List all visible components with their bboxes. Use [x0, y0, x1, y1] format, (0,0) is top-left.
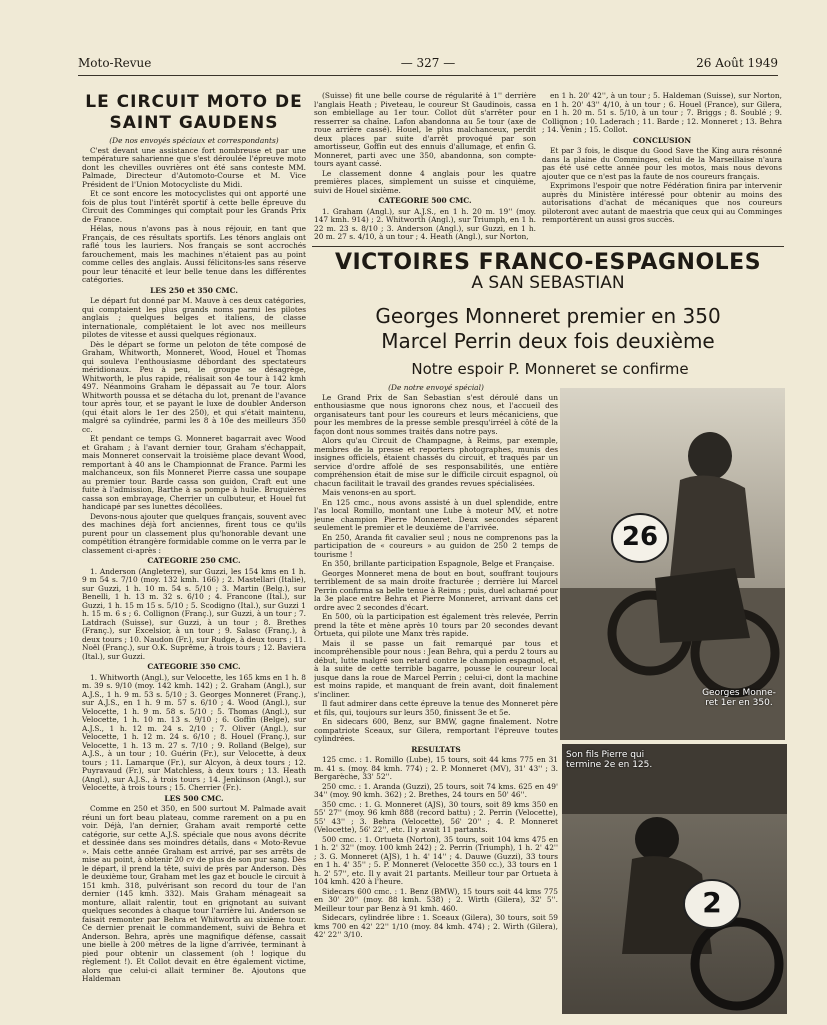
title-line-1: LE CIRCUIT MOTO DE: [85, 92, 303, 112]
results-sidecar-libre: Sidecars, cylindrée libre : 1. Sceaux (Gilera), 30 tours, soit 59 kms 700 en 42' 22'' 1/10 (moy. 84 kmh. 474) ; 2. Wirth (Gilera), 42' 22'' 3/10.: [314, 913, 558, 939]
paragraph: Le départ fut donné par M. Mauve à ces deux catégories, qui comptaient les plus grands noms parmi les pilotes anglais ; quelques belges et italiens, de classe internationale, complétaient le lot avec nos meilleurs pilotes de vitesse et aussi quelques régionaux.: [82, 296, 306, 339]
photo-georges-monneret: [560, 388, 785, 740]
article-title-san-sebastian: [312, 250, 784, 293]
rider-photo-illustration: [562, 744, 787, 1014]
results-250: 1. Anderson (Angleterre), sur Guzzi, les 154 kms en 1 h. 9 m 54 s. 7/10 (moy. 132 kmh. 166) ; 2. Mastellari (Italie), sur Guzzi, 1 h. 10 m. 54 s. 5/10 ; 3. Martin (Belg.), sur Benelli, 1 h. 13 m. 32 s. 6/10 ; 4. Francone (Ital.), sur Guzzi, 1 h. 15 m 15 s. 5/10 ; 5. Scodigno (Ital.), sur Guzzi 1 h. 15 m. 6 s ; 6. Collignon (Franç.), sur Guzzi, à un tour ; 7. Latdrach (Suisse), sur Guzzi, à un tour ; 8. Brethes (Franç.), sur Excelsior, à un tour ; 9. Salasc (Franç.), à deux tours ; 10. Naudon (Fr.), sur Rudge, à deux tours ; 11. Noël (Franç.), sur O.K. Suprême, à trois tours ; 12. Baviera (Ital.), sur Guzzi.: [82, 566, 306, 661]
paragraph: Le classement donne 4 anglais pour les quatre premières places, simplement un suisse et cinquième, suivi de Houel sixième.: [314, 168, 536, 195]
title-sub: A SAN SEBASTIAN: [471, 273, 625, 293]
paragraph: En 125 cmc., nous avons assisté à un duel splendide, entre l'as local Romillo, montant une Lube à moteur MV, et notre jeune champion Pierre Monneret. Deux secondes séparent seulement le premier et le deuxième de l'arrivée.: [314, 497, 558, 532]
paragraph: Et pendant ce temps G. Monneret bagarrait avec Wood et Graham ; à l'avant dernier tour, Graham s'échappait, mais Monneret conservait la troisième place devant Wood, remportant à 40 ans le Championnat de France. Parmi les malchanceux, son fils Monneret Pierre cassa une soupape au premier tour. Barde cassa son guidon, Craft eut une fuite à l'admission, Barthe à sa pompe à huile. Bruguières cassa son embrayage, Cherrier un culbuteur, et Houel fut handicapé par ses lunettes décollées.: [82, 434, 306, 511]
paragraph: En 350, brillante participation Espagnole, Belge et Française.: [322, 559, 555, 568]
page-number: — 327 —: [400, 56, 456, 70]
paragraph: Il faut admirer dans cette épreuve la tenue des Monneret père et fils, qui, toujours sur leurs 350, finissent 3e et 5e.: [314, 699, 558, 717]
section-heading: CATEGORIE 250 CMC.: [147, 556, 241, 565]
page-header: [78, 56, 778, 72]
section-heading: LES 250 et 350 CMC.: [150, 285, 238, 295]
results-sidecar-600: Sidecars 600 cmc. : 1. Benz (BMW), 15 tours soit 44 kms 775 en 30' 20'' (moy. 88 kmh. 538) ; 2. Wirth (Gilera), 32' 5''. Meilleur tour par Benz à 91 kmh. 460.: [314, 886, 558, 913]
results-250: 250 cmc. : 1. Aranda (Guzzi), 25 tours, soit 74 kms. 625 en 49' 34'' (moy. 90 kmh. 362) ; 2. Brethes, 24 tours en 50' 46''.: [314, 781, 558, 799]
headline-block: [312, 304, 784, 354]
caption-line: termine 2e en 125.: [566, 760, 653, 770]
results-350: 1. Whitworth (Angl.), sur Velocette, les 165 kms en 1 h. 8 m. 39 s. 9/10 (moy. 142 kmh. 142) ; 2. Graham (Angl.), sur A.J.S., 1 h. 9 m. 53 s. 5/10 ; 3. Georges Monneret (Franç.), sur A.J.S., en 1 h. 9 m. 57 s. 6/10 ; 4. Wood (Angl.), sur Velocette, 1 h. 9 m. 58 s. 5/10 ; 5. Thomas (Angl.), sur Velocette, 1 h. 10 m. 13 s. 9/10 ; 6. Goffin (Belge), sur A.J.S., 1 h. 12 m. 24 s. 2/10 ; 7. Oliver (Angl.), sur Velocette, 1 h. 12 m. 24 s. 6/10 ; 8. Houel (Franç.), sur Velocette, 1 h. 13 m. 27 s. 7/10 ; 9. Rolland (Belge), sur A.J.S., à un tour ; 10. Guérin (Fr.), sur Velocette, à deux tours ; 11. Lamarque (Fr.), sur Alcyon, à deux tours ; 12. Puyravaud (Fr.), sur Matchless, à deux tours ; 13. Heath (Angl.), sur A.J.S., à trois tours ; 14. Jenkinson (Angl.), sur Velocette, à trois tours ; 15. Cherrier (Fr.).: [82, 672, 306, 792]
paragraph: Et ce sont encore les motocyclistes qui ont apporté une fois de plus tout l'intérêt sportif à cette belle épreuve du Circuit des Comminges qui comptait pour les Grands Prix de France.: [82, 189, 306, 224]
title-main: VICTOIRES FRANCO-ESPAGNOLES: [334, 250, 762, 275]
paragraph: Le Grand Prix de San Sebastian s'est déroulé dans un enthousiasme que nous ignorons chez nous, et l'accueil des organisateurs tant pour les coureurs et leurs mécaniciens, que pour les membres de la presse semble presqu'irréel à côté de la façon dont nous sommes traités dans notre pays.: [314, 392, 558, 436]
section-heading: RESULTATS: [411, 744, 461, 754]
photo-caption-2: [566, 750, 676, 770]
section-heading: CONCLUSION: [632, 135, 692, 145]
paragraph: Comme en 250 et 350, en 500 surtout M. Palmade avait réuni un fort beau plateau, comme rarement on a pu en voir. Déjà, l'an dernier, Graham avait remporté cette catégorie, sur cette A.J.S. spéciale que nous avons décrite et dessinée dans ses moindres détails, dans « Moto-Revue ». Mais cette année Graham est arrivé, par ses arrêts de mise au point, à obtenir 20 cv de plus de son pur sang. Dès le départ, il prend la tête, suivi de près par Anderson. Dès le deuxième tour, Graham met les gaz et boucle le circuit à 151 kmh. 318, pulvérisant son record du tour de l'an dernier (145 kmh. 332). Mais Graham ménageait sa monture, allait ralentir, tout en grignotant au suivant quelques secondes à chaque tour l'arrière lui. Anderson se faisait remonter par Behra et Whitworth au sixième tour. Ce dernier prenait le commandement, suivi de Behra et Anderson. Behra, après une magnifique défense, cassait une bielle à 200 mètres de la ligne d'arrivée, terminant à pied pour obtenir un classement (oh ! logique du règlement !). Et Collot devait en être également victime, alors que celui-ci allait terminer 8e. Ajoutons que Haldeman: [82, 804, 306, 983]
section-heading: CATEGORIE 350 CMC.: [147, 662, 241, 671]
byline: (De nos envoyés spéciaux et correspondants): [109, 137, 279, 145]
paragraph: Georges Monneret mena de bout en bout, souffrant toujours terriblement de sa main droite fracturée ; derrière lui Marcel Perrin confirma sa belle tenue à Reims ; puis, duel acharné pour la 3e place entre Behra et Pierre Monneret, arrivant dans cet ordre avec 2 secondes d'écart.: [314, 568, 558, 612]
race-number: 2: [702, 886, 722, 919]
caption-line: ret 1er en 350.: [705, 698, 773, 708]
column-2-bottom: [314, 384, 558, 1009]
headline-3: Notre espoir P. Monneret se confirme: [411, 360, 689, 378]
paragraph: En 500, où la participation est également très relevée, Perrin prend la tête et mène après 10 tours par 20 secondes devant Ortueta, qui pilote une Manx très rapide.: [314, 612, 558, 638]
paragraph: En 250, Aranda fit cavalier seul ; nous ne comprenons pas la participation de « coureurs » au guidon de 250 2 temps de tourisme !: [314, 532, 558, 559]
paragraph: Mais il se passe un fait remarqué par tous et incompréhensible pour nous : Jean Behra, qui a perdu 2 tours au début, lutte malgré son retard contre le champion espagnol, et, à la suite de cette terrible bagarre, pousse le coureur local jusque dans la roue de Marcel Perrin ; celui-ci, dont la machine est moins rapide, et manquant de frein avant, doit finalement s'incliner.: [314, 638, 558, 699]
paragraph: Et par 3 fois, le disque du Good Save the King aura résonné dans la plaine du Comminges, celui de la Marseillaise n'aura pas été usé cette année pour les motos, mais nous devons ajouter que ce n'est pas la faute de nos coureurs français.: [542, 146, 782, 181]
paragraph: C'est devant une assistance fort nombreuse et par une température saharienne que s'est déroulée l'épreuve moto dont les chevilles ouvrières ont été sans conteste MM. Palmade, Directeur d'Automoto-Course et M. Vice Président de l'Union Motocycliste du Midi.: [82, 145, 306, 189]
results-350: 350 cmc. : 1. G. Monneret (AJS), 30 tours, soit 89 kms 350 en 55' 27'' (moy. 96 kmh 888 (record battu) ; 2. Perrin (Velocette), 55' 43'' ; 3. Behra (Velocette), 56' 20'' ; 4. P. Monneret (Velocette), 56' 22'', etc. Il y avait 11 partants.: [314, 799, 558, 834]
paragraph: (Suisse) fit une belle course de régularité à 1'' derrière l'anglais Heath ; Piveteau, le coureur St Gaudinois, cassa son embiellage au 1er tour. Collot dût s'arrêter pour resserrer sa chaîne. Lafon abandonna au 5e tour (axe de roue arrière cassé). Houel, le plus malchanceux, perdit deux places par suite d'arrêt provoqué par son amortisseur, Goffin eut des ennuis d'allumage, et enfin G. Monneret, parti avec une 350, abandonna, son compte-tours ayant cassé.: [314, 92, 536, 168]
magazine-name: Moto-Revue: [78, 56, 152, 70]
paragraph: Mais venons-en au sport.: [322, 488, 417, 497]
section-rule: [312, 246, 784, 247]
issue-date: 26 Août 1949: [696, 56, 778, 70]
section-heading: CATEGORIE 500 CMC.: [378, 196, 472, 205]
race-number: 26: [621, 522, 659, 552]
paragraph: En sidecars 600, Benz, sur BMW, gagne finalement. Notre compatriote Sceaux, sur Gilera, remportant l'épreuve toutes cylindrées.: [314, 717, 558, 743]
caption-line: Son fils Pierre qui: [566, 750, 645, 760]
byline: (De notre envoyé spécial): [388, 384, 484, 392]
paragraph: Exprimons l'espoir que notre Fédération finira par intervenir auprès du Ministère intéressé pour obtenir au moins des autorisations d'achat de mécaniques que nos coureurs piloteront avec autant de maestria que ceux qui au Comminges remportèrent un aussi gros succès.: [542, 181, 782, 224]
paragraph: Devons-nous ajouter que quelques français, souvent avec des machines déjà fort anciennes, firent tous ce qu'ils purent pour un classement plus qu'honorable devant une compétition étrangère formidable comme on le verra par le classement ci-après :: [82, 511, 306, 555]
column-2-top: [314, 92, 536, 242]
caption-line: Georges Monne-: [702, 688, 776, 698]
results-500-continued: en 1 h. 20' 42'', à un tour ; 5. Haldeman (Suisse), sur Norton, en 1 h. 20' 43'' 4/10, à un tour ; 6. Houel (France), sur Gilera, en 1 h. 20 m. 51 s. 5/10, à un tour ; 7. Briggs ; 8. Soublé ; 9. Collignon ; 10. Laderach ; 11. Barde ; 12. Monneret ; 13. Behra ; 14. Venin ; 15. Collot.: [542, 92, 782, 134]
headline-1: Georges Monneret premier en 350: [375, 304, 721, 328]
column-1: [82, 137, 306, 1007]
section-heading: LES 500 CMC.: [164, 793, 224, 803]
headline-2: Marcel Perrin deux fois deuxième: [381, 329, 715, 353]
title-line-2: SAINT GAUDENS: [109, 113, 279, 133]
results-500: 1. Graham (Angl.), sur A.J.S., en 1 h. 20 m. 19'' (moy. 147 kmh. 914) ; 2. Whitworth (Angl.), sur Triumph, en 1 h. 22 m. 23 s. 8/10 ; 3. Anderson (Angl.), sur Guzzi, en 1 h. 20 m. 27 s. 4/10, à un tour ; 4. Heath (Angl.), sur Norton,: [314, 206, 536, 241]
results-125: 125 cmc. : 1. Romillo (Lube), 15 tours, soit 44 kms 775 en 31 m. 41 s. (moy. 84 kmh. 774) ; 2. P. Monneret (MV), 31' 43'' ; 3. Bergarèche, 33' 52''.: [314, 755, 558, 781]
photo-caption-1: [699, 688, 779, 708]
results-500: 500 cmc. : 1. Ortueta (Norton), 35 tours, soit 104 kms 475 en 1 h. 2' 32'' (moy. 100 kmh 242) ; 2. Perrin (Triumph), 1 h. 2' 42'' ; 3. G. Monneret (AJS), 1 h. 4' 14'' ; 4. Dauwe (Guzzi), 33 tours en 1 h. 4' 35'' ; 5. P. Monneret (Velocette 350 cc.), 33 tours en 1 h. 2' 57'', etc. Il y avait 21 partants. Meilleur tour par Ortueta à 104 kmh. 420 à l'heure.: [314, 834, 558, 886]
photo-pierre-monneret: [562, 744, 787, 1014]
header-rule: [78, 75, 778, 76]
column-3-top: [542, 92, 782, 242]
paragraph: Dès le départ se forme un peloton de tête composé de Graham, Whitworth, Monneret, Wood, Houel et Thomas qui souleva l'enthousiasme débordant des spectateurs méridionaux. Peu à peu, le groupe se désagrège, Whitworth, le plus rapide, réalisait son 4e tour à 142 kmh 497. Néanmoins Graham le dépassait au 7e tour. Alors Whitworth poussa et se détacha du lot, prenant de l'avance tour après tour, et se payant le luxe de doubler Anderson (qui était alors le 1er des 250), et qui s'était maintenu, malgré sa cylindrée, parmi les 8 à 10e des meilleurs 350 cc.: [82, 339, 306, 434]
paragraph: Alors qu'au Circuit de Champagne, à Reims, par exemple, membres de la presse et reporters photographes, munis des insignes officiels, étaient chassés du circuit, et traqués par un service d'ordre affolé de ses responsabilités, une entière compréhension était de mise sur le difficile circuit espagnol, où chacun facilitait le travail des grandes revues spécialisées.: [314, 436, 558, 488]
article-title-saint-gaudens: [78, 92, 310, 134]
paragraph: Hélas, nous n'avons pas à nous réjouir, en tant que Français, de ces résultats sportifs. Les ténors anglais ont raflé tous les lauriers. Nos français se sont accrochés farouchement, mais les machines n'étaient pas au point comme celles des anglais. Aussi félicitons-les sans réserve pour leur ténacité et leur belle tenue dans les différentes catégories.: [82, 224, 306, 284]
